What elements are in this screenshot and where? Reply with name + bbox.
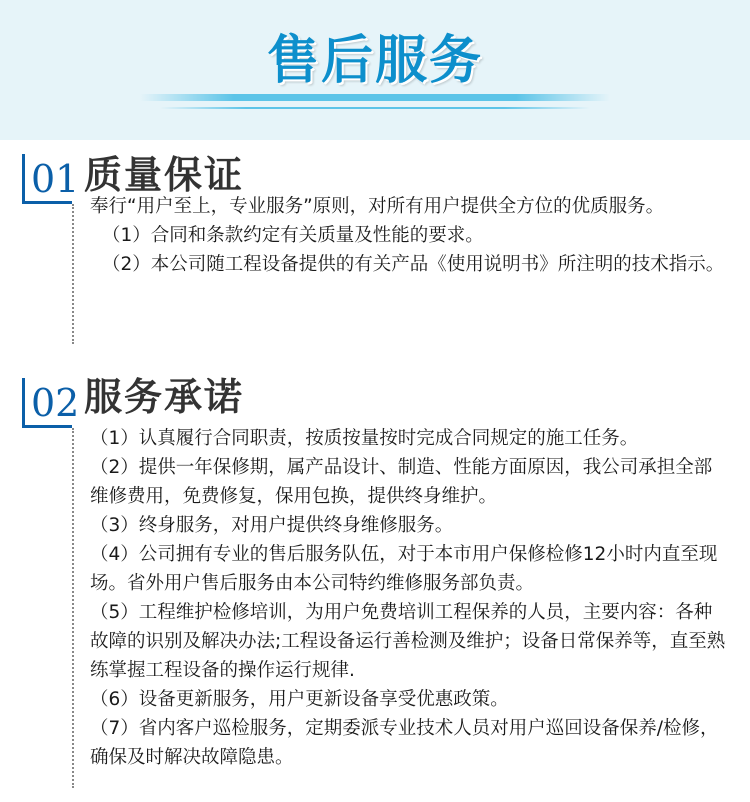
section-body [90,424,730,772]
title-underline [140,94,610,101]
section-body [90,192,730,279]
paragraph: （1）认真履行合同职责，按质按量按时完成合同规定的施工任务。 [90,428,639,449]
paragraph: （5）工程维护检修培训，为用户免费培训工程保养的人员，主要内容：各种故障的识别及解决办法;工程设备运行善检测及维护；设备日常保养等，直至熟练掌握工程设备的操作运行规律. [90,602,726,681]
paragraph: （2）提供一年保修期，属产品设计、制造、性能方面原因，我公司承担全部维修费用，免费修复，保用包换，提供终身维护。 [90,457,713,507]
paragraph: （3）终身服务，对用户提供终身维修服务。 [90,515,454,536]
section-number: 02 [31,381,80,425]
paragraph: （4）公司拥有专业的售后服务队伍，对于本市用户保修检修12小时内直至现场。省外用户售后服务由本公司特约维修服务部负责。 [90,544,718,594]
section-number-box [22,378,80,428]
paragraph: （2）本公司随工程设备提供的有关产品《使用说明书》所注明的技术指示。 [102,254,725,275]
section-divider [72,428,74,788]
header-banner [0,0,750,140]
section-heading: 服务承诺 [84,375,245,419]
section-number: 01 [31,157,80,201]
paragraph: （1）合同和条款约定有关质量及性能的要求。 [102,225,484,246]
section-heading: 质量保证 [84,153,245,197]
section-number-box [22,154,80,204]
paragraph: 奉行“用户至上，专业服务”原则，对所有用户提供全方位的优质服务。 [90,196,665,217]
title-underline-thin [160,107,590,109]
section-divider [72,204,74,344]
paragraph: （6）设备更新服务，用户更新设备享受优惠政策。 [90,689,509,710]
page-title: 售后服务 [266,31,483,91]
paragraph: （7）省内客户巡检服务，定期委派专业技术人员对用户巡回设备保养/检修，确保及时解决故障隐患。 [90,718,719,768]
